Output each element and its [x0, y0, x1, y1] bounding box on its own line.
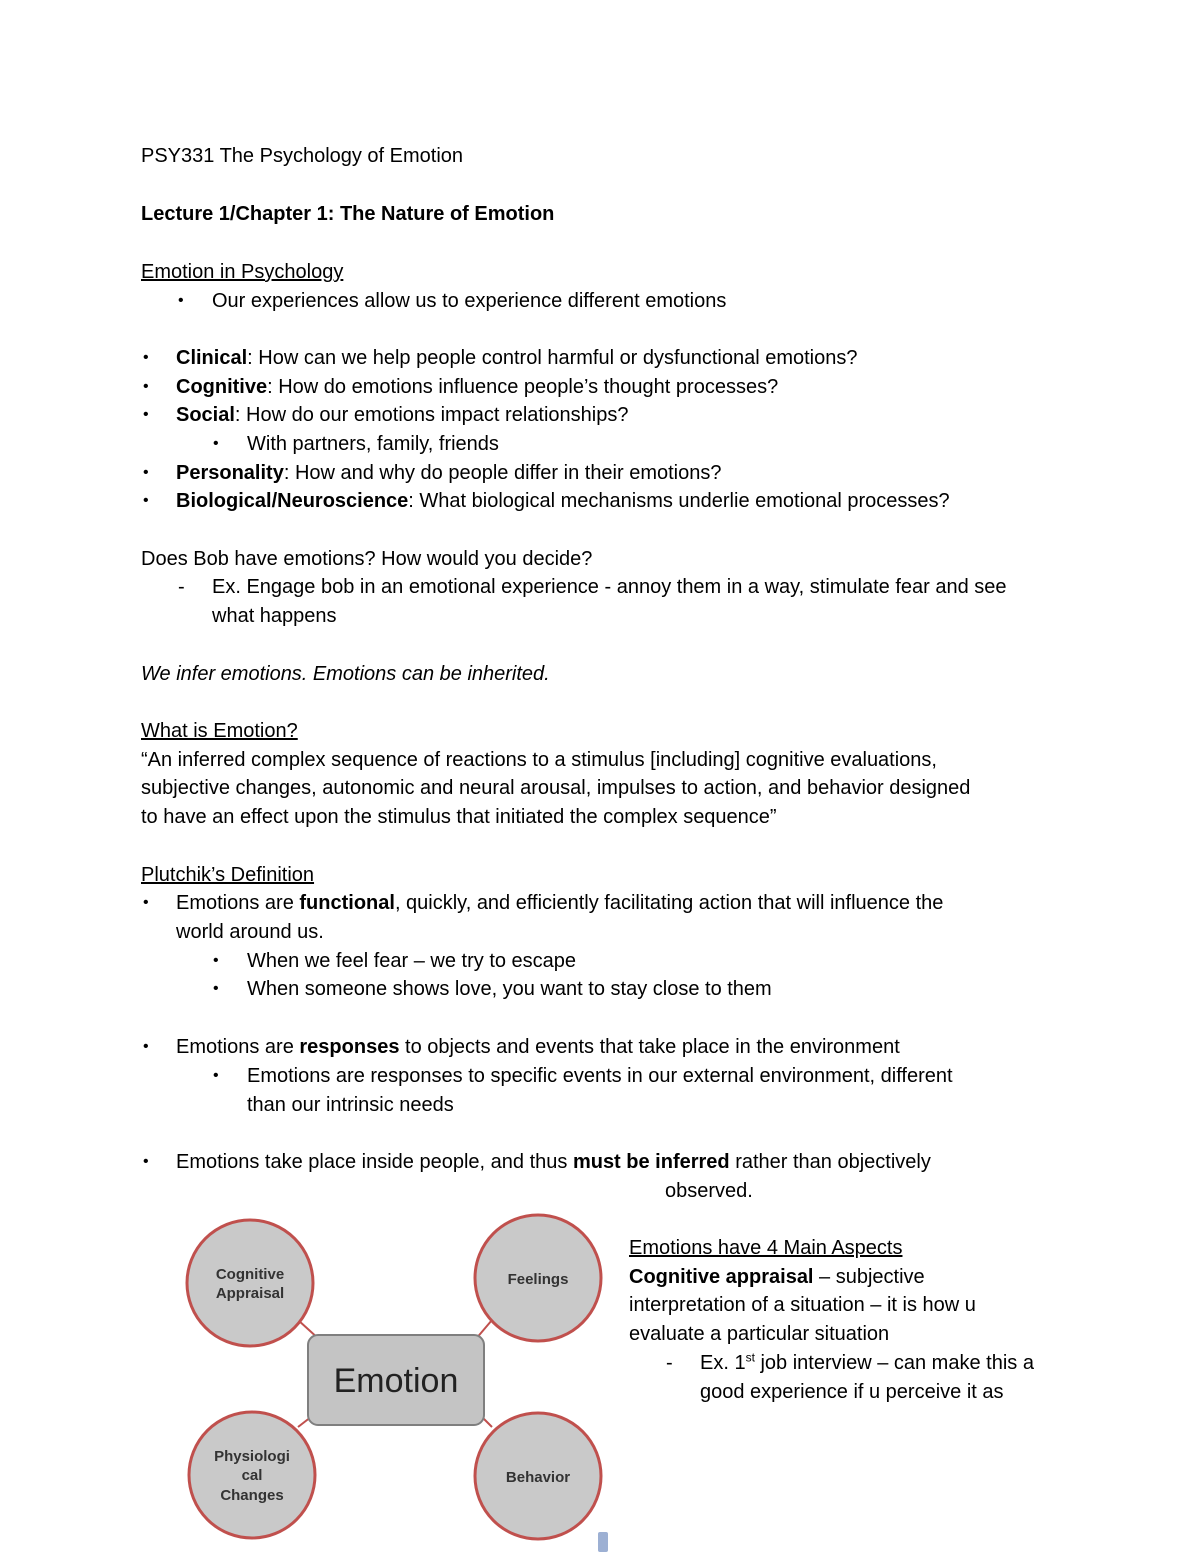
- term-cognitive-appraisal: Cognitive appraisal: [629, 1266, 814, 1288]
- plutchik-sub-love: When someone shows love, you want to stay close to them: [247, 978, 772, 1000]
- center-label: Emotion: [333, 1362, 459, 1400]
- section-heading-plutchik: Plutchik’s Definition: [141, 864, 315, 886]
- list-item-cognitive: [176, 373, 778, 401]
- plutchik-sub-responses-line1: Emotions are responses to specific events in our external environment, different: [247, 1065, 953, 1087]
- bullet-icon: •: [143, 894, 149, 911]
- text-fragment: Emotions take place inside people, and thus: [176, 1151, 573, 1173]
- emotion-aspects-diagram: [180, 1210, 620, 1553]
- definition-line-1: “An inferred complex sequence of reactions to a stimulus [including] cognitive evaluations,: [141, 749, 937, 771]
- text-fragment: Emotions are: [176, 1036, 300, 1058]
- cognitive-label-line1: Cognitive: [215, 1266, 285, 1283]
- list-item-clinical: [176, 344, 857, 372]
- bullet-icon: •: [143, 349, 149, 366]
- plutchik-bullet-3: [176, 1148, 931, 1176]
- lecture-title: Lecture 1/Chapter 1: The Nature of Emotion: [141, 203, 555, 225]
- bullet-icon: •: [178, 292, 184, 309]
- term-responses: responses: [299, 1036, 400, 1058]
- bullet-icon: •: [143, 492, 149, 509]
- term-cognitive: Cognitive: [176, 376, 268, 398]
- plutchik-bullet-1: [176, 889, 943, 917]
- list-item-social: [176, 401, 628, 429]
- infer-statement: We infer emotions. Emotions can be inherited.: [141, 663, 550, 685]
- bullet-icon: •: [213, 435, 219, 452]
- definition-line-2: subjective changes, autonomic and neural arousal, impulses to action, and behavior designed: [141, 777, 971, 799]
- physio-label-line3: Changes: [220, 1487, 284, 1504]
- bullet-icon: •: [143, 378, 149, 395]
- bullet-icon: •: [143, 406, 149, 423]
- aspects-example-line1: [700, 1349, 1034, 1377]
- section-heading-emotion-in-psychology: Emotion in Psychology: [141, 261, 344, 283]
- cognitive-label-line2: Appraisal: [215, 1285, 285, 1302]
- definition-line-3: to have an effect upon the stimulus that initiated the complex sequence”: [141, 806, 777, 828]
- term-social: Social: [176, 404, 235, 426]
- term-clinical: Clinical: [176, 347, 248, 369]
- feelings-label: Feelings: [507, 1271, 569, 1288]
- item-text: : How do our emotions impact relationships?: [234, 404, 629, 426]
- item-text: : How and why do people differ in their emotions?: [283, 462, 722, 484]
- text-fragment: to objects and events that take place in the environment: [399, 1036, 900, 1058]
- item-text: : How do emotions influence people’s thought processes?: [267, 376, 779, 398]
- bob-example-line2: what happens: [212, 605, 337, 627]
- text-fragment: job interview – can make this a: [754, 1352, 1034, 1374]
- aspects-line-1: [629, 1263, 925, 1291]
- term-must-be-inferred: must be inferred: [572, 1151, 730, 1173]
- bullet-icon: •: [143, 1038, 149, 1055]
- term-personality: Personality: [176, 462, 284, 484]
- course-title: PSY331 The Psychology of Emotion: [141, 145, 464, 167]
- intro-bullet-text: Our experiences allow us to experience different emotions: [212, 290, 727, 312]
- term-biological: Biological/Neuroscience: [176, 490, 409, 512]
- watermark-icon: [598, 1532, 608, 1552]
- plutchik-bullet-1-line2: world around us.: [176, 921, 324, 943]
- dash-icon: -: [178, 576, 185, 598]
- term-functional: functional: [299, 892, 395, 914]
- item-text: : What biological mechanisms underlie emotional processes?: [408, 490, 950, 512]
- list-item-biological: [176, 487, 950, 515]
- bob-example-line1: Ex. Engage bob in an emotional experience - annoy them in a way, stimulate fear and see: [212, 576, 1007, 598]
- text-fragment: , quickly, and efficiently facilitating action that will influence the: [394, 892, 944, 914]
- bullet-icon: •: [143, 464, 149, 481]
- section-heading-what-is-emotion: What is Emotion?: [141, 720, 298, 742]
- bob-question: Does Bob have emotions? How would you decide?: [141, 548, 593, 570]
- dash-icon: -: [666, 1352, 673, 1374]
- text-fragment: Emotions are: [176, 892, 300, 914]
- section-heading-four-aspects: Emotions have 4 Main Aspects: [629, 1237, 903, 1259]
- aspects-example-line2: good experience if u perceive it as: [700, 1381, 1004, 1403]
- bullet-icon: •: [143, 1153, 149, 1170]
- behavior-label: Behavior: [505, 1469, 571, 1486]
- superscript: st: [745, 1350, 755, 1365]
- aspects-line-3: evaluate a particular situation: [629, 1323, 890, 1345]
- bullet-icon: •: [213, 980, 219, 997]
- bullet-icon: •: [213, 1067, 219, 1084]
- plutchik-sub-responses-line2: than our intrinsic needs: [247, 1094, 454, 1116]
- plutchik-bullet-3-line2: observed.: [665, 1180, 753, 1202]
- physio-label-line2: cal: [241, 1467, 263, 1484]
- circle-cognitive-appraisal: [187, 1220, 313, 1346]
- item-text: : How can we help people control harmful or dysfunctional emotions?: [247, 347, 858, 369]
- text-fragment: rather than objectively: [729, 1151, 931, 1173]
- physio-label-line1: Physiologi: [214, 1448, 290, 1465]
- plutchik-sub-fear: When we feel fear – we try to escape: [247, 950, 577, 972]
- aspects-line-2: interpretation of a situation – it is how u: [629, 1294, 976, 1316]
- list-item-personality: [176, 459, 722, 487]
- social-sub-item: With partners, family, friends: [247, 433, 499, 455]
- plutchik-bullet-2: [176, 1033, 900, 1061]
- text-fragment: – subjective: [813, 1266, 925, 1288]
- text-fragment: Ex. 1: [700, 1352, 746, 1374]
- bullet-icon: •: [213, 952, 219, 969]
